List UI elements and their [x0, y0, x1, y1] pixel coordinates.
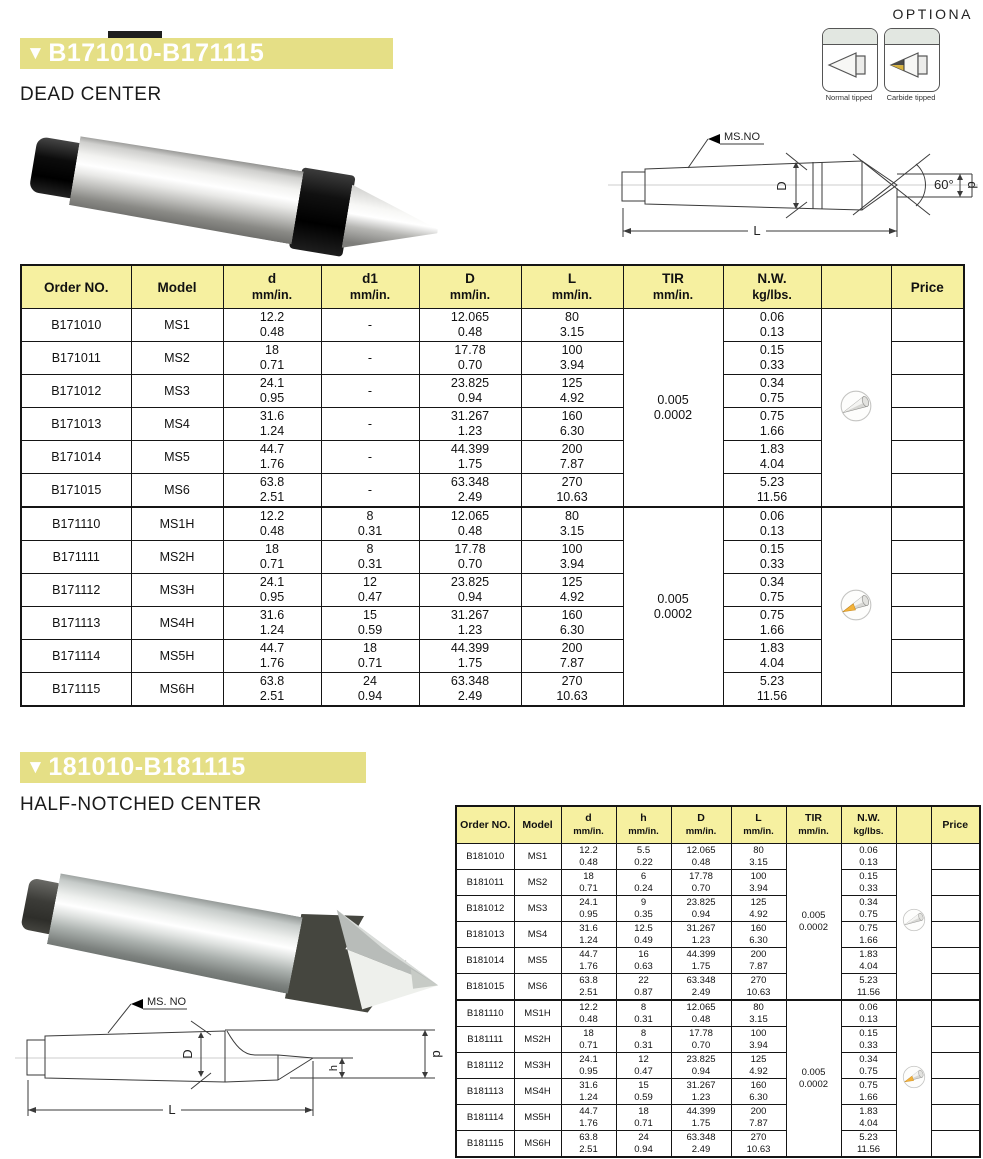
cell-dim-2: 23.825 0.94 [671, 1053, 731, 1079]
cell-dim-3: 80 3.15 [731, 844, 786, 870]
column-header-tip-style [896, 806, 931, 844]
cell-dim-3: 270 10.63 [521, 673, 623, 707]
cell-dim-2: 17.78 0.70 [419, 541, 521, 574]
cell-dim-1: 8 0.31 [616, 1000, 671, 1027]
cell-dim-3: 270 10.63 [731, 1131, 786, 1158]
cell-order-no: B181010 [456, 844, 514, 870]
carbide-tip-icon [885, 45, 935, 87]
center-point [342, 185, 443, 263]
cell-net-weight: 0.06 0.13 [841, 1000, 896, 1027]
cell-model: MS2 [131, 342, 223, 375]
cell-net-weight: 1.83 4.04 [841, 1105, 896, 1131]
cell-dim-1: - [321, 342, 419, 375]
cell-tir: 0.005 0.0002 [786, 1000, 841, 1157]
option-box-carbide-tipped [884, 28, 940, 92]
normal-tip-icon [838, 388, 874, 424]
cell-dim-0: 24.1 0.95 [561, 896, 616, 922]
cell-net-weight: 0.15 0.33 [841, 870, 896, 896]
cell-order-no: B181115 [456, 1131, 514, 1158]
column-header-d: D mm/in. [671, 806, 731, 844]
cell-order-no: B171114 [21, 640, 131, 673]
cell-net-weight: 0.15 0.33 [723, 342, 821, 375]
cell-dim-3: 125 4.92 [521, 574, 623, 607]
cell-model: MS1H [131, 507, 223, 541]
svg-text:MS. NO: MS. NO [147, 996, 187, 1008]
cell-price [891, 309, 964, 342]
cell-dim-0: 44.7 1.76 [223, 640, 321, 673]
table-row [456, 844, 980, 870]
cell-dim-0: 18 0.71 [223, 541, 321, 574]
svg-text:L: L [753, 223, 761, 238]
column-header-d1: d1 mm/in. [321, 265, 419, 309]
cell-net-weight: 0.06 0.13 [723, 507, 821, 541]
cell-model: MS3H [131, 574, 223, 607]
cell-order-no: B171010 [21, 309, 131, 342]
cell-net-weight: 1.83 4.04 [723, 441, 821, 474]
cell-price [891, 375, 964, 408]
cell-dim-0: 12.2 0.48 [561, 844, 616, 870]
taper-body [46, 870, 302, 994]
cell-dim-1: 6 0.24 [616, 870, 671, 896]
cell-dim-1: - [321, 309, 419, 342]
cell-model: MS6H [131, 673, 223, 707]
cell-price [931, 948, 980, 974]
header-row [21, 265, 964, 309]
column-header-n-w-: N.W. kg/lbs. [723, 265, 821, 309]
cell-price [931, 974, 980, 1001]
cell-dim-0: 31.6 1.24 [223, 607, 321, 640]
cell-model: MS6H [514, 1131, 561, 1158]
cell-order-no: B181113 [456, 1079, 514, 1105]
cell-dim-2: 44.399 1.75 [419, 640, 521, 673]
column-header-h: h mm/in. [616, 806, 671, 844]
cell-dim-1: 22 0.87 [616, 974, 671, 1001]
svg-text:D: D [774, 181, 789, 191]
cell-net-weight: 0.75 1.66 [723, 408, 821, 441]
cell-dim-1: - [321, 474, 419, 508]
cell-dim-3: 80 3.15 [731, 1000, 786, 1027]
cell-model: MS5 [514, 948, 561, 974]
cell-dim-1: - [321, 375, 419, 408]
cell-net-weight: 5.23 11.56 [841, 1131, 896, 1158]
cell-dim-2: 63.348 2.49 [419, 673, 521, 707]
cell-price [931, 1131, 980, 1158]
cell-dim-2: 17.78 0.70 [671, 870, 731, 896]
cell-dim-0: 24.1 0.95 [561, 1053, 616, 1079]
cell-model: MS2H [514, 1027, 561, 1053]
cell-net-weight: 0.15 0.33 [841, 1027, 896, 1053]
cell-price [891, 342, 964, 375]
column-header-d: d mm/in. [561, 806, 616, 844]
cell-order-no: B181014 [456, 948, 514, 974]
column-header-model: Model [514, 806, 561, 844]
cell-dim-2: 12.065 0.48 [419, 309, 521, 342]
cell-tip-style [896, 1000, 931, 1157]
triangle-marker-icon: ▼ [26, 756, 46, 778]
cell-dim-1: - [321, 441, 419, 474]
cell-model: MS6 [514, 974, 561, 1001]
cell-order-no: B171014 [21, 441, 131, 474]
cell-dim-2: 12.065 0.48 [671, 844, 731, 870]
carbide-tip-icon [838, 587, 874, 623]
cell-model: MS3 [131, 375, 223, 408]
cell-order-no: B171110 [21, 507, 131, 541]
cell-dim-2: 31.267 1.23 [671, 1079, 731, 1105]
cell-price [931, 1079, 980, 1105]
cell-dim-3: 270 10.63 [731, 974, 786, 1001]
cell-price [931, 1000, 980, 1027]
cell-dim-3: 160 6.30 [731, 922, 786, 948]
spec-table-half-notched [455, 805, 981, 1158]
cell-price [891, 408, 964, 441]
cell-model: MS5 [131, 441, 223, 474]
cell-price [931, 844, 980, 870]
spec-table-dead-center [20, 264, 965, 707]
cell-dim-2: 44.399 1.75 [419, 441, 521, 474]
cell-model: MS5H [514, 1105, 561, 1131]
cell-dim-0: 31.6 1.24 [561, 922, 616, 948]
cell-dim-1: 15 0.59 [616, 1079, 671, 1105]
cell-model: MS1 [131, 309, 223, 342]
cell-model: MS4H [131, 607, 223, 640]
svg-text:L: L [168, 1102, 176, 1117]
cell-dim-1: 8 0.31 [616, 1027, 671, 1053]
option-box-header [823, 29, 877, 45]
cell-dim-0: 18 0.71 [561, 1027, 616, 1053]
cell-dim-0: 31.6 1.24 [223, 408, 321, 441]
cell-net-weight: 1.83 4.04 [841, 948, 896, 974]
cell-dim-3: 80 3.15 [521, 507, 623, 541]
svg-text:D: D [180, 1049, 195, 1059]
cell-price [931, 870, 980, 896]
cell-dim-3: 125 4.92 [731, 896, 786, 922]
column-header-n-w-: N.W. kg/lbs. [841, 806, 896, 844]
cell-dim-3: 200 7.87 [731, 1105, 786, 1131]
svg-text:d: d [965, 181, 980, 189]
cell-dim-2: 31.267 1.23 [419, 607, 521, 640]
column-header-order-no-: Order NO. [21, 265, 131, 309]
cell-order-no: B181111 [456, 1027, 514, 1053]
section-subtitle: DEAD CENTER [20, 84, 162, 105]
cell-price [931, 1053, 980, 1079]
cell-net-weight: 0.06 0.13 [841, 844, 896, 870]
column-header-tir: TIR mm/in. [786, 806, 841, 844]
cell-order-no: B171111 [21, 541, 131, 574]
product-photo-dead-center [25, 110, 395, 260]
cell-order-no: B171013 [21, 408, 131, 441]
cell-dim-3: 100 3.94 [521, 342, 623, 375]
cell-dim-3: 100 3.94 [521, 541, 623, 574]
cell-model: MS2H [131, 541, 223, 574]
table-row [21, 507, 964, 541]
cell-net-weight: 0.15 0.33 [723, 541, 821, 574]
cell-net-weight: 5.23 11.56 [723, 474, 821, 508]
option-box-normal-tipped [822, 28, 878, 92]
cell-dim-3: 200 7.87 [731, 948, 786, 974]
table-row [21, 309, 964, 342]
cell-model: MS4 [131, 408, 223, 441]
cell-net-weight: 0.75 1.66 [723, 607, 821, 640]
section-header-half-notched [20, 752, 366, 783]
cell-dim-0: 31.6 1.24 [561, 1079, 616, 1105]
product-photo-half-notched [15, 826, 447, 998]
svg-text:h: h [328, 1064, 340, 1072]
column-header-l: L mm/in. [731, 806, 786, 844]
column-header-order-no-: Order NO. [456, 806, 514, 844]
option-label-normal: Normal tipped [825, 93, 873, 102]
cell-dim-3: 160 6.30 [521, 408, 623, 441]
cell-dim-0: 18 0.71 [223, 342, 321, 375]
table-row [456, 1000, 980, 1027]
cell-net-weight: 0.34 0.75 [841, 1053, 896, 1079]
cell-model: MS6 [131, 474, 223, 508]
triangle-marker-icon: ▼ [26, 42, 46, 64]
cell-order-no: B171112 [21, 574, 131, 607]
cell-dim-1: 12 0.47 [616, 1053, 671, 1079]
cell-dim-1: 12.5 0.49 [616, 922, 671, 948]
cell-dim-3: 125 4.92 [521, 375, 623, 408]
cell-dim-2: 31.267 1.23 [419, 408, 521, 441]
cell-dim-2: 17.78 0.70 [671, 1027, 731, 1053]
cell-dim-0: 63.8 2.51 [223, 474, 321, 508]
cell-tip-style [821, 309, 891, 508]
cell-tip-style [821, 507, 891, 706]
cell-dim-1: 24 0.94 [321, 673, 419, 707]
cell-order-no: B181114 [456, 1105, 514, 1131]
cell-price [931, 1105, 980, 1131]
cell-order-no: B171012 [21, 375, 131, 408]
cell-price [931, 1027, 980, 1053]
cell-order-no: B181112 [456, 1053, 514, 1079]
technical-drawing-dead-center [600, 118, 983, 265]
cell-dim-1: 18 0.71 [321, 640, 419, 673]
cell-price [891, 474, 964, 508]
cell-dim-3: 100 3.94 [731, 870, 786, 896]
dead-center-render [27, 123, 445, 272]
cell-model: MS1 [514, 844, 561, 870]
cell-dim-3: 100 3.94 [731, 1027, 786, 1053]
cell-dim-1: - [321, 408, 419, 441]
cell-dim-1: 18 0.71 [616, 1105, 671, 1131]
option-label-carbide: Carbide tipped [886, 93, 936, 102]
cell-tir: 0.005 0.0002 [786, 844, 841, 1001]
cell-dim-2: 23.825 0.94 [671, 896, 731, 922]
cell-order-no: B171011 [21, 342, 131, 375]
cell-order-no: B171015 [21, 474, 131, 508]
header-row [456, 806, 980, 844]
cell-order-no: B181013 [456, 922, 514, 948]
cell-dim-2: 63.348 2.49 [671, 1131, 731, 1158]
optional-label: OPTIONA [892, 6, 973, 22]
cell-dim-0: 44.7 1.76 [223, 441, 321, 474]
cell-dim-2: 63.348 2.49 [671, 974, 731, 1001]
cell-dim-2: 23.825 0.94 [419, 375, 521, 408]
cell-dim-2: 44.399 1.75 [671, 1105, 731, 1131]
cell-dim-2: 63.348 2.49 [419, 474, 521, 508]
cell-price [931, 922, 980, 948]
cell-dim-1: 16 0.63 [616, 948, 671, 974]
cell-dim-1: 15 0.59 [321, 607, 419, 640]
cell-price [931, 896, 980, 922]
cell-dim-1: 5.5 0.22 [616, 844, 671, 870]
cell-tir: 0.005 0.0002 [623, 507, 723, 706]
cell-dim-0: 12.2 0.48 [223, 309, 321, 342]
option-box-header [885, 29, 939, 45]
cell-dim-2: 17.78 0.70 [419, 342, 521, 375]
cell-order-no: B181015 [456, 974, 514, 1001]
cell-net-weight: 0.75 1.66 [841, 922, 896, 948]
svg-text:d: d [430, 1050, 445, 1058]
cell-dim-1: 12 0.47 [321, 574, 419, 607]
cell-net-weight: 0.34 0.75 [723, 574, 821, 607]
cell-price [891, 607, 964, 640]
cell-dim-0: 44.7 1.76 [561, 948, 616, 974]
column-header-tir: TIR mm/in. [623, 265, 723, 309]
cell-net-weight: 1.83 4.04 [723, 640, 821, 673]
cell-dim-3: 200 7.87 [521, 640, 623, 673]
cell-dim-2: 31.267 1.23 [671, 922, 731, 948]
section-header-dead-center [20, 38, 393, 69]
cell-price [891, 673, 964, 707]
normal-tip-icon [901, 907, 927, 933]
cell-net-weight: 5.23 11.56 [841, 974, 896, 1001]
cell-model: MS2 [514, 870, 561, 896]
cell-price [891, 541, 964, 574]
cell-dim-2: 12.065 0.48 [419, 507, 521, 541]
cell-price [891, 640, 964, 673]
cell-dim-0: 44.7 1.76 [561, 1105, 616, 1131]
svg-text:MS.NO: MS.NO [724, 131, 761, 143]
cell-order-no: B181012 [456, 896, 514, 922]
cell-dim-1: 9 0.35 [616, 896, 671, 922]
cell-dim-0: 63.8 2.51 [223, 673, 321, 707]
cell-net-weight: 0.34 0.75 [841, 896, 896, 922]
carbide-tip-icon [901, 1064, 927, 1090]
cell-model: MS4H [514, 1079, 561, 1105]
cell-dim-0: 12.2 0.48 [223, 507, 321, 541]
cell-dim-0: 63.8 2.51 [561, 1131, 616, 1158]
cell-tip-style [896, 844, 931, 1001]
technical-drawing-half-notched [5, 983, 450, 1159]
cell-net-weight: 0.06 0.13 [723, 309, 821, 342]
cell-tir: 0.005 0.0002 [623, 309, 723, 508]
column-header-price: Price [891, 265, 964, 309]
taper-body [69, 134, 304, 244]
cell-dim-1: 8 0.31 [321, 541, 419, 574]
cell-dim-0: 63.8 2.51 [561, 974, 616, 1001]
cell-model: MS1H [514, 1000, 561, 1027]
cell-model: MS4 [514, 922, 561, 948]
column-header-l: L mm/in. [521, 265, 623, 309]
column-header-model: Model [131, 265, 223, 309]
cell-dim-3: 125 4.92 [731, 1053, 786, 1079]
cell-dim-2: 44.399 1.75 [671, 948, 731, 974]
cell-model: MS3H [514, 1053, 561, 1079]
section-subtitle: HALF-NOTCHED CENTER [20, 794, 262, 815]
cell-order-no: B171115 [21, 673, 131, 707]
cell-dim-1: 24 0.94 [616, 1131, 671, 1158]
cell-dim-2: 12.065 0.48 [671, 1000, 731, 1027]
column-header-d: d mm/in. [223, 265, 321, 309]
cell-price [891, 507, 964, 541]
normal-tip-icon [823, 45, 873, 87]
cell-net-weight: 0.34 0.75 [723, 375, 821, 408]
column-header-tip-style [821, 265, 891, 309]
cell-net-weight: 5.23 11.56 [723, 673, 821, 707]
svg-text:60°: 60° [934, 177, 954, 192]
cell-dim-2: 23.825 0.94 [419, 574, 521, 607]
cell-price [891, 441, 964, 474]
cell-dim-0: 24.1 0.95 [223, 375, 321, 408]
cell-dim-3: 160 6.30 [731, 1079, 786, 1105]
cell-model: MS5H [131, 640, 223, 673]
cell-dim-3: 80 3.15 [521, 309, 623, 342]
cell-model: MS3 [514, 896, 561, 922]
column-header-price: Price [931, 806, 980, 844]
cell-dim-0: 24.1 0.95 [223, 574, 321, 607]
cell-dim-0: 12.2 0.48 [561, 1000, 616, 1027]
cell-dim-3: 200 7.87 [521, 441, 623, 474]
cell-dim-1: 8 0.31 [321, 507, 419, 541]
cell-dim-3: 270 10.63 [521, 474, 623, 508]
cell-order-no: B171113 [21, 607, 131, 640]
cell-dim-3: 160 6.30 [521, 607, 623, 640]
section-range-title: B171010-B171115 [48, 39, 265, 67]
cell-net-weight: 0.75 1.66 [841, 1079, 896, 1105]
cell-price [891, 574, 964, 607]
section-range-title: 181010-B181115 [48, 753, 246, 781]
cell-order-no: B181110 [456, 1000, 514, 1027]
column-header-d: D mm/in. [419, 265, 521, 309]
cell-dim-0: 18 0.71 [561, 870, 616, 896]
cell-order-no: B181011 [456, 870, 514, 896]
